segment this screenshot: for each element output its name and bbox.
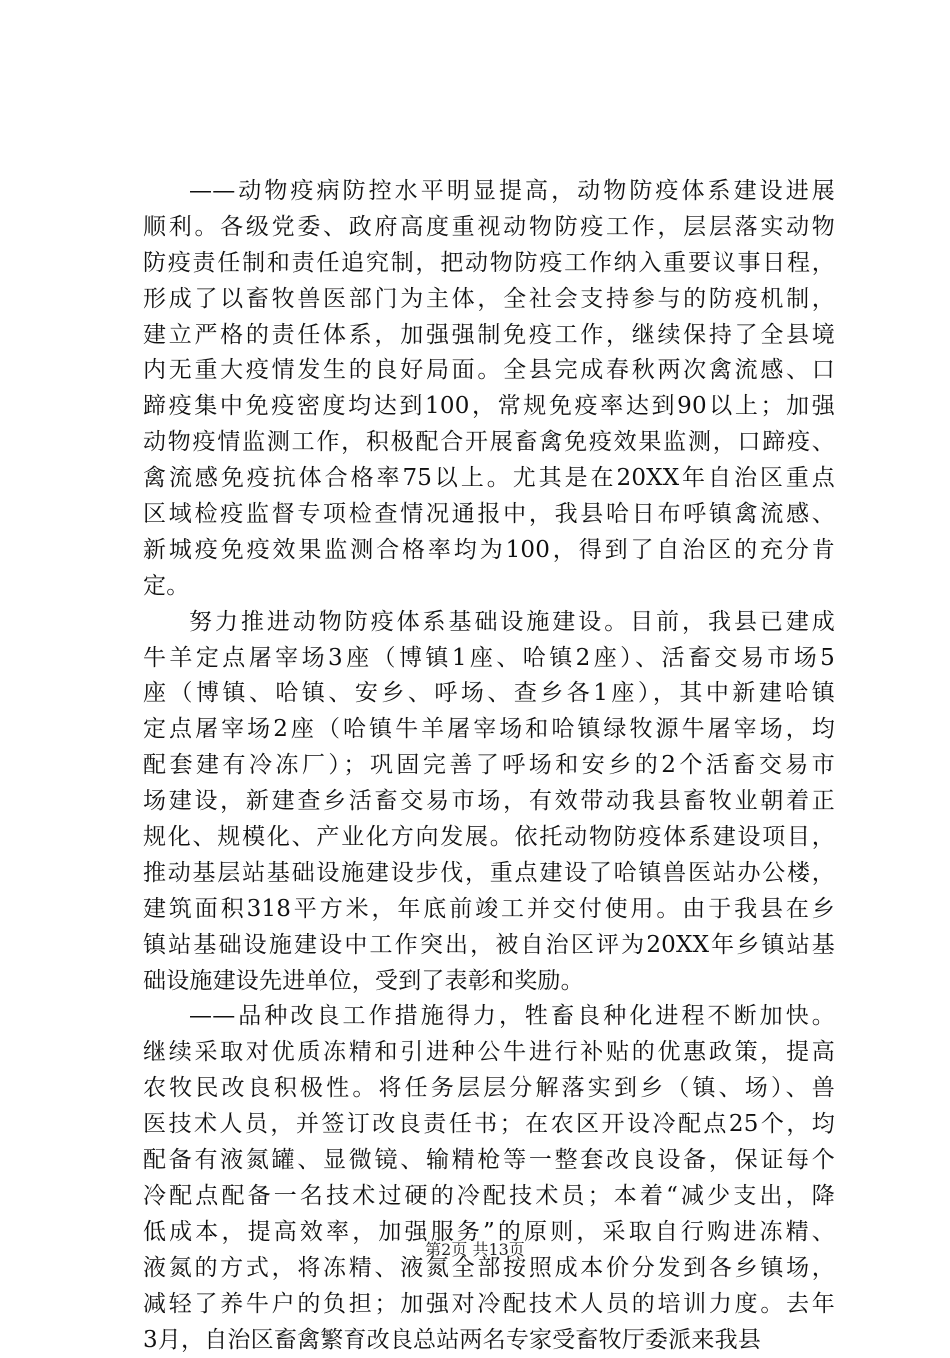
text-line: 防疫责任制和责任追究制，把动物防疫工作纳入重要议事日程，	[143, 246, 835, 282]
text-line: 动物疫情监测工作，积极配合开展畜禽免疫效果监测，口蹄疫、	[143, 425, 835, 461]
text-line: 禽流感免疫抗体合格率75以上。尤其是在20XX年自治区重点	[143, 461, 835, 497]
text-line: 场建设，新建查乡活畜交易市场，有效带动我县畜牧业朝着正	[143, 784, 835, 820]
text-line: ——动物疫病防控水平明显提高，动物防疫体系建设进展	[143, 174, 835, 210]
text-line: 形成了以畜牧兽医部门为主体，全社会支持参与的防疫机制，	[143, 282, 835, 318]
text-line: 建筑面积318平方米，年底前竣工并交付使用。由于我县在乡	[143, 892, 835, 928]
paragraph-infrastructure	[143, 605, 835, 1000]
text-line: 农牧民改良积极性。将任务层层分解落实到乡（镇、场）、兽	[143, 1071, 835, 1107]
text-line: 配套建有冷冻厂）；巩固完善了呼场和安乡的2个活畜交易市	[143, 748, 835, 784]
paragraph-animal-disease-control	[143, 174, 835, 605]
paragraph-breed-improvement	[143, 999, 835, 1358]
text-line: 规化、规模化、产业化方向发展。依托动物防疫体系建设项目，	[143, 820, 835, 856]
text-line: 区域检疫监督专项检查情况通报中，我县哈日布呼镇禽流感、	[143, 497, 835, 533]
text-line: 定。	[143, 569, 835, 605]
text-line: 3月，自治区畜禽繁育改良总站两名专家受畜牧厅委派来我县	[143, 1323, 835, 1358]
text-line: 努力推进动物防疫体系基础设施建设。目前，我县已建成	[143, 605, 835, 641]
text-line: 医技术人员，并签订改良责任书；在农区开设冷配点25个，均	[143, 1107, 835, 1143]
text-line: 新城疫免疫效果监测合格率均为100，得到了自治区的充分肯	[143, 533, 835, 569]
page-footer: 第2页 共13页	[0, 1240, 950, 1260]
text-line: ——品种改良工作措施得力，牲畜良种化进程不断加快。	[143, 999, 835, 1035]
text-line: 内无重大疫情发生的良好局面。全县完成春秋两次禽流感、口	[143, 353, 835, 389]
text-line: 建立严格的责任体系，加强强制免疫工作，继续保持了全县境	[143, 318, 835, 354]
text-line: 减轻了养牛户的负担；加强对冷配技术人员的培训力度。去年	[143, 1287, 835, 1323]
text-line: 配备有液氮罐、显微镜、输精枪等一整套改良设备，保证每个	[143, 1143, 835, 1179]
text-line: 冷配点配备一名技术过硬的冷配技术员；本着“减少支出，降	[143, 1179, 835, 1215]
text-line: 推动基层站基础设施建设步伐，重点建设了哈镇兽医站办公楼，	[143, 856, 835, 892]
document-body	[143, 174, 835, 1358]
text-line: 牛羊定点屠宰场3座（博镇1座、哈镇2座）、活畜交易市场5	[143, 641, 835, 677]
text-line: 座（博镇、哈镇、安乡、呼场、查乡各1座），其中新建哈镇	[143, 676, 835, 712]
text-line: 液氮的方式，将冻精、液氮全部按照成本价分发到各乡镇场，	[143, 1251, 835, 1287]
text-line: 定点屠宰场2座（哈镇牛羊屠宰场和哈镇绿牧源牛屠宰场，均	[143, 712, 835, 748]
text-line: 蹄疫集中免疫密度均达到100，常规免疫率达到90以上；加强	[143, 389, 835, 425]
text-line: 础设施建设先进单位，受到了表彰和奖励。	[143, 964, 835, 1000]
text-line: 顺利。各级党委、政府高度重视动物防疫工作，层层落实动物	[143, 210, 835, 246]
text-line: 镇站基础设施建设中工作突出，被自治区评为20XX年乡镇站基	[143, 928, 835, 964]
text-line: 继续采取对优质冻精和引进种公牛进行补贴的优惠政策，提高	[143, 1035, 835, 1071]
text-line: 低成本，提高效率，加强服务”的原则，采取自行购进冻精、	[143, 1215, 835, 1251]
